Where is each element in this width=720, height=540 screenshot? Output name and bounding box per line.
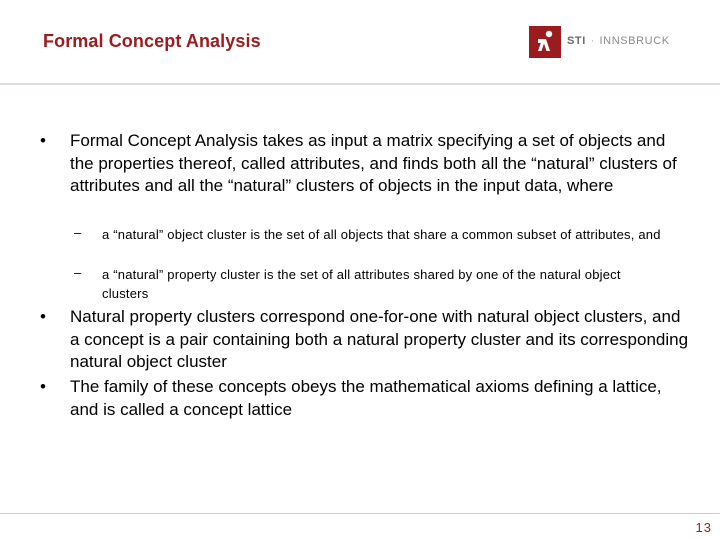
page-number: 13: [695, 520, 712, 535]
logo-location: INNSBRUCK: [599, 35, 670, 47]
sub-bullet-text: a “natural” object cluster is the set of all objects that share a common subset of attributes, and: [102, 227, 661, 242]
bullet-symbol: •: [40, 131, 46, 150]
logo-mark-icon: [529, 26, 561, 58]
logo-brand: STI: [567, 35, 586, 47]
footer-divider: [0, 513, 720, 514]
bullet-text: Formal Concept Analysis takes as input a matrix specifying a set of objects and the properties thereof, called attributes, and finds both all the “natural” clusters of attributes and all the “natural” clusters of objects in the input data, where: [70, 131, 677, 196]
sub-bullet-symbol: –: [74, 225, 82, 240]
slide-title: Formal Concept Analysis: [43, 31, 261, 51]
header-divider: [0, 83, 720, 85]
bullet-symbol: •: [40, 307, 46, 326]
bullet-text: The family of these concepts obeys the mathematical axioms defining a lattice, and is called a concept lattice: [70, 377, 662, 419]
logo-separator: ·: [590, 35, 595, 47]
sub-bullet-symbol: –: [74, 265, 82, 280]
sub-bullet-text: a “natural” property cluster is the set of all attributes shared by one of the natural object clusters: [102, 267, 621, 301]
bullet-symbol: •: [40, 377, 46, 396]
bullet-text: Natural property clusters correspond one-for-one with natural object clusters, and a concept is a pair containing both a natural property cluster and its corresponding natural object cluster: [70, 307, 689, 372]
logo-text: [567, 35, 670, 47]
